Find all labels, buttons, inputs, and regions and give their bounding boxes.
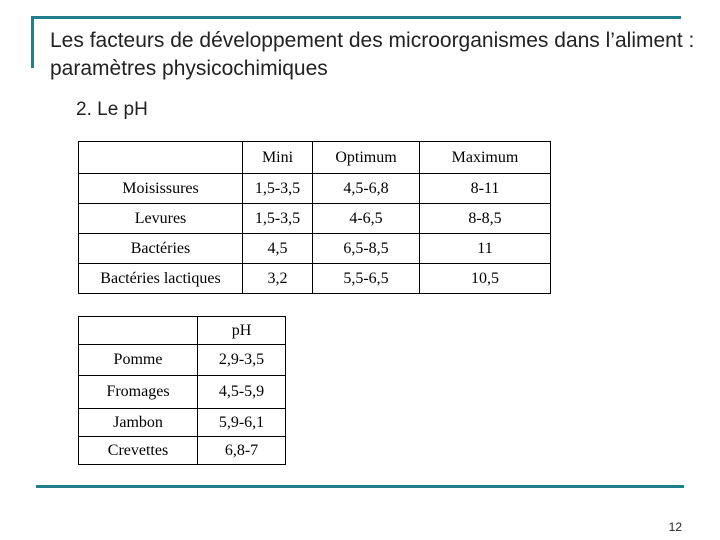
- table-cell: Levures: [79, 204, 243, 234]
- table-cell: 8-8,5: [420, 204, 551, 234]
- table-cell: Jambon: [79, 409, 198, 437]
- table-cell: 4,5: [243, 234, 313, 264]
- table-row: [79, 345, 286, 376]
- table-cell: 6,8-7: [198, 437, 286, 465]
- table-header-row: [79, 317, 286, 345]
- table-cell: 2,9-3,5: [198, 345, 286, 376]
- header-cell: Maximum: [420, 142, 551, 174]
- accent-bar-vertical: [31, 16, 34, 68]
- table-cell: 5,9-6,1: [198, 409, 286, 437]
- ph-microorganisms-table: [78, 141, 551, 294]
- table-row: [79, 409, 286, 437]
- table-cell: Moisissures: [79, 174, 243, 204]
- table-cell: 1,5-3,5: [243, 204, 313, 234]
- table-cell: Bactéries lactiques: [79, 264, 243, 294]
- table-cell: 4,5-6,8: [313, 174, 420, 204]
- slide-subtitle: 2. Le pH: [76, 99, 148, 120]
- page-number: 12: [668, 520, 682, 534]
- accent-bar-top: [31, 16, 681, 19]
- table-cell: 8-11: [420, 174, 551, 204]
- table-cell: Crevettes: [79, 437, 198, 465]
- header-cell: Optimum: [313, 142, 420, 174]
- table-cell: 4-6,5: [313, 204, 420, 234]
- table-cell: 3,2: [243, 264, 313, 294]
- table-row: [79, 376, 286, 409]
- table-cell: 5,5-6,5: [313, 264, 420, 294]
- ph-foods-table: [78, 316, 286, 465]
- table-row: [79, 174, 551, 204]
- table-row: [79, 264, 551, 294]
- table-header-row: [79, 142, 551, 174]
- table-cell: Pomme: [79, 345, 198, 376]
- accent-bar-bottom: [36, 485, 684, 488]
- slide-title: Les facteurs de développement des microorganismes dans l’aliment : paramètres physicochimiques: [50, 29, 695, 80]
- table-cell: 6,5-8,5: [313, 234, 420, 264]
- table-row: [79, 234, 551, 264]
- table-row: [79, 204, 551, 234]
- table-cell: Bactéries: [79, 234, 243, 264]
- header-cell: [79, 317, 198, 345]
- header-cell: Mini: [243, 142, 313, 174]
- table-cell: 11: [420, 234, 551, 264]
- table-cell: Fromages: [79, 376, 198, 409]
- header-cell: pH: [198, 317, 286, 345]
- header-cell: [79, 142, 243, 174]
- table-cell: 4,5-5,9: [198, 376, 286, 409]
- table-cell: 1,5-3,5: [243, 174, 313, 204]
- table-cell: 10,5: [420, 264, 551, 294]
- table-row: [79, 437, 286, 465]
